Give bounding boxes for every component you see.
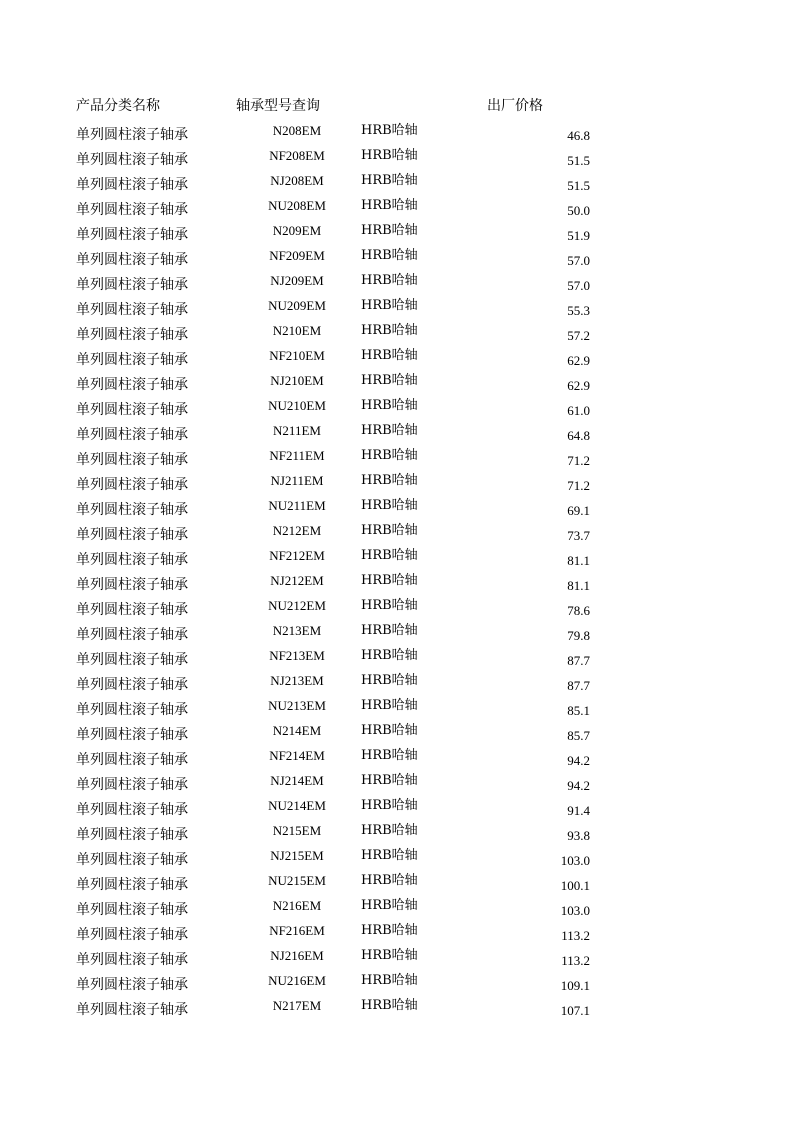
category-cell: 单列圆柱滚子轴承 (76, 877, 188, 893)
price-cell: 78.6 (567, 603, 590, 618)
model-cell: NU215EM (268, 873, 326, 888)
table-row (0, 122, 793, 147)
price-cell: 57.2 (567, 328, 590, 343)
price-cell: 94.2 (567, 753, 590, 768)
table-row (0, 547, 793, 572)
price-cell: 109.1 (560, 978, 590, 993)
brand-cell: HRB哈轴 (361, 923, 418, 938)
price-cell: 51.5 (567, 178, 590, 193)
price-cell: 51.9 (567, 228, 590, 243)
category-cell: 单列圆柱滚子轴承 (76, 927, 188, 943)
table-row (0, 697, 793, 722)
table-row (0, 472, 793, 497)
table-row (0, 347, 793, 372)
table-row (0, 822, 793, 847)
category-cell: 单列圆柱滚子轴承 (76, 352, 188, 368)
table-row (0, 722, 793, 747)
category-cell: 单列圆柱滚子轴承 (76, 152, 188, 168)
model-cell: NJ216EM (270, 948, 324, 963)
brand-cell: HRB哈轴 (361, 448, 418, 463)
category-cell: 单列圆柱滚子轴承 (76, 802, 188, 818)
table-row (0, 322, 793, 347)
category-cell: 单列圆柱滚子轴承 (76, 1002, 188, 1018)
brand-cell: HRB哈轴 (361, 348, 418, 363)
table-row (0, 897, 793, 922)
model-cell: N216EM (272, 898, 322, 913)
model-cell: NF216EM (269, 923, 325, 938)
table-row (0, 572, 793, 597)
brand-cell: HRB哈轴 (361, 173, 418, 188)
price-cell: 51.5 (567, 153, 590, 168)
table-row (0, 172, 793, 197)
category-cell: 单列圆柱滚子轴承 (76, 302, 188, 318)
model-cell: N215EM (272, 823, 322, 838)
table-row (0, 997, 793, 1022)
model-cell: NJ209EM (270, 273, 324, 288)
model-cell: NU210EM (268, 398, 326, 413)
price-cell: 57.0 (567, 278, 590, 293)
table-row (0, 447, 793, 472)
table-row (0, 272, 793, 297)
model-cell: NU211EM (268, 498, 326, 513)
category-cell: 单列圆柱滚子轴承 (76, 952, 188, 968)
model-cell: NJ214EM (270, 773, 324, 788)
brand-cell: HRB哈轴 (361, 648, 418, 663)
category-cell: 单列圆柱滚子轴承 (76, 527, 188, 543)
brand-cell: HRB哈轴 (361, 598, 418, 613)
category-cell: 单列圆柱滚子轴承 (76, 377, 188, 393)
table-row (0, 747, 793, 772)
price-cell: 94.2 (567, 778, 590, 793)
model-cell: NJ210EM (270, 373, 324, 388)
brand-cell: HRB哈轴 (361, 523, 418, 538)
model-cell: NU209EM (268, 298, 326, 313)
brand-cell: HRB哈轴 (361, 673, 418, 688)
category-cell: 单列圆柱滚子轴承 (76, 652, 188, 668)
model-cell: NF212EM (269, 548, 325, 563)
brand-cell: HRB哈轴 (361, 998, 418, 1013)
table-row (0, 772, 793, 797)
price-cell: 103.0 (560, 903, 590, 918)
table-row (0, 922, 793, 947)
table-row (0, 297, 793, 322)
model-cell: NJ211EM (270, 473, 324, 488)
model-cell: NF214EM (269, 748, 325, 763)
brand-cell: HRB哈轴 (361, 873, 418, 888)
model-cell: NF210EM (269, 348, 325, 363)
model-cell: N213EM (272, 623, 322, 638)
category-cell: 单列圆柱滚子轴承 (76, 552, 188, 568)
price-cell: 87.7 (567, 678, 590, 693)
table-row (0, 647, 793, 672)
model-cell: N217EM (272, 998, 322, 1013)
price-cell: 71.2 (567, 453, 590, 468)
model-cell: N210EM (272, 323, 322, 338)
model-cell: NJ212EM (270, 573, 324, 588)
brand-cell: HRB哈轴 (361, 198, 418, 213)
category-cell: 单列圆柱滚子轴承 (76, 252, 188, 268)
model-cell: N212EM (272, 523, 322, 538)
brand-cell: HRB哈轴 (361, 398, 418, 413)
model-cell: N209EM (272, 223, 322, 238)
header-model: 轴承型号查询 (236, 98, 320, 114)
brand-cell: HRB哈轴 (361, 948, 418, 963)
table-row (0, 972, 793, 997)
brand-cell: HRB哈轴 (361, 773, 418, 788)
model-cell: N208EM (272, 123, 322, 138)
category-cell: 单列圆柱滚子轴承 (76, 627, 188, 643)
table-row (0, 872, 793, 897)
brand-cell: HRB哈轴 (361, 548, 418, 563)
category-cell: 单列圆柱滚子轴承 (76, 402, 188, 418)
brand-cell: HRB哈轴 (361, 723, 418, 738)
model-cell: NF209EM (269, 248, 325, 263)
brand-cell: HRB哈轴 (361, 823, 418, 838)
price-cell: 73.7 (567, 528, 590, 543)
model-cell: NU208EM (268, 198, 326, 213)
price-cell: 62.9 (567, 353, 590, 368)
category-cell: 单列圆柱滚子轴承 (76, 177, 188, 193)
brand-cell: HRB哈轴 (361, 748, 418, 763)
table-row (0, 422, 793, 447)
model-cell: NU214EM (268, 798, 326, 813)
category-cell: 单列圆柱滚子轴承 (76, 427, 188, 443)
price-cell: 85.1 (567, 703, 590, 718)
category-cell: 单列圆柱滚子轴承 (76, 202, 188, 218)
model-cell: NJ215EM (270, 848, 324, 863)
model-cell: NU216EM (268, 973, 326, 988)
category-cell: 单列圆柱滚子轴承 (76, 577, 188, 593)
table-row (0, 947, 793, 972)
brand-cell: HRB哈轴 (361, 798, 418, 813)
category-cell: 单列圆柱滚子轴承 (76, 127, 188, 143)
category-cell: 单列圆柱滚子轴承 (76, 977, 188, 993)
price-cell: 57.0 (567, 253, 590, 268)
brand-cell: HRB哈轴 (361, 373, 418, 388)
table-row (0, 847, 793, 872)
brand-cell: HRB哈轴 (361, 223, 418, 238)
price-cell: 69.1 (567, 503, 590, 518)
price-cell: 62.9 (567, 378, 590, 393)
model-cell: NU212EM (268, 598, 326, 613)
price-cell: 71.2 (567, 478, 590, 493)
model-cell: N214EM (272, 723, 322, 738)
model-cell: NU213EM (268, 698, 326, 713)
brand-cell: HRB哈轴 (361, 273, 418, 288)
category-cell: 单列圆柱滚子轴承 (76, 827, 188, 843)
category-cell: 单列圆柱滚子轴承 (76, 702, 188, 718)
category-cell: 单列圆柱滚子轴承 (76, 602, 188, 618)
price-cell: 79.8 (567, 628, 590, 643)
brand-cell: HRB哈轴 (361, 898, 418, 913)
brand-cell: HRB哈轴 (361, 623, 418, 638)
category-cell: 单列圆柱滚子轴承 (76, 752, 188, 768)
model-cell: NJ213EM (270, 673, 324, 688)
table-row (0, 797, 793, 822)
price-cell: 113.2 (561, 928, 590, 943)
category-cell: 单列圆柱滚子轴承 (76, 777, 188, 793)
price-cell: 107.1 (560, 1003, 590, 1018)
price-cell: 46.8 (567, 128, 590, 143)
category-cell: 单列圆柱滚子轴承 (76, 727, 188, 743)
price-cell: 55.3 (567, 303, 590, 318)
category-cell: 单列圆柱滚子轴承 (76, 477, 188, 493)
price-cell: 81.1 (567, 578, 590, 593)
category-cell: 单列圆柱滚子轴承 (76, 902, 188, 918)
brand-cell: HRB哈轴 (361, 473, 418, 488)
brand-cell: HRB哈轴 (361, 973, 418, 988)
category-cell: 单列圆柱滚子轴承 (76, 452, 188, 468)
category-cell: 单列圆柱滚子轴承 (76, 227, 188, 243)
header-price: 出厂价格 (487, 98, 543, 114)
table-row (0, 147, 793, 172)
price-cell: 81.1 (567, 553, 590, 568)
brand-cell: HRB哈轴 (361, 848, 418, 863)
price-cell: 93.8 (567, 828, 590, 843)
price-cell: 103.0 (560, 853, 590, 868)
price-cell: 85.7 (567, 728, 590, 743)
category-cell: 单列圆柱滚子轴承 (76, 277, 188, 293)
brand-cell: HRB哈轴 (361, 698, 418, 713)
brand-cell: HRB哈轴 (361, 498, 418, 513)
model-cell: N211EM (273, 423, 321, 438)
brand-cell: HRB哈轴 (361, 298, 418, 313)
price-cell: 113.2 (561, 953, 590, 968)
model-cell: NF213EM (269, 648, 325, 663)
table-row (0, 222, 793, 247)
brand-cell: HRB哈轴 (361, 323, 418, 338)
brand-cell: HRB哈轴 (361, 123, 418, 138)
table-row (0, 397, 793, 422)
table-row (0, 622, 793, 647)
table-row (0, 672, 793, 697)
model-cell: NF211EM (269, 448, 325, 463)
price-cell: 50.0 (567, 203, 590, 218)
model-cell: NF208EM (269, 148, 325, 163)
brand-cell: HRB哈轴 (361, 248, 418, 263)
brand-cell: HRB哈轴 (361, 423, 418, 438)
price-cell: 87.7 (567, 653, 590, 668)
brand-cell: HRB哈轴 (361, 573, 418, 588)
model-cell: NJ208EM (270, 173, 324, 188)
table-row (0, 197, 793, 222)
category-cell: 单列圆柱滚子轴承 (76, 852, 188, 868)
price-cell: 100.1 (560, 878, 590, 893)
price-cell: 91.4 (567, 803, 590, 818)
table-row (0, 247, 793, 272)
category-cell: 单列圆柱滚子轴承 (76, 327, 188, 343)
table-row (0, 522, 793, 547)
price-cell: 61.0 (567, 403, 590, 418)
header-category: 产品分类名称 (76, 98, 160, 114)
category-cell: 单列圆柱滚子轴承 (76, 502, 188, 518)
brand-cell: HRB哈轴 (361, 148, 418, 163)
table-row (0, 597, 793, 622)
price-cell: 64.8 (567, 428, 590, 443)
category-cell: 单列圆柱滚子轴承 (76, 677, 188, 693)
table-row (0, 497, 793, 522)
table-row (0, 372, 793, 397)
